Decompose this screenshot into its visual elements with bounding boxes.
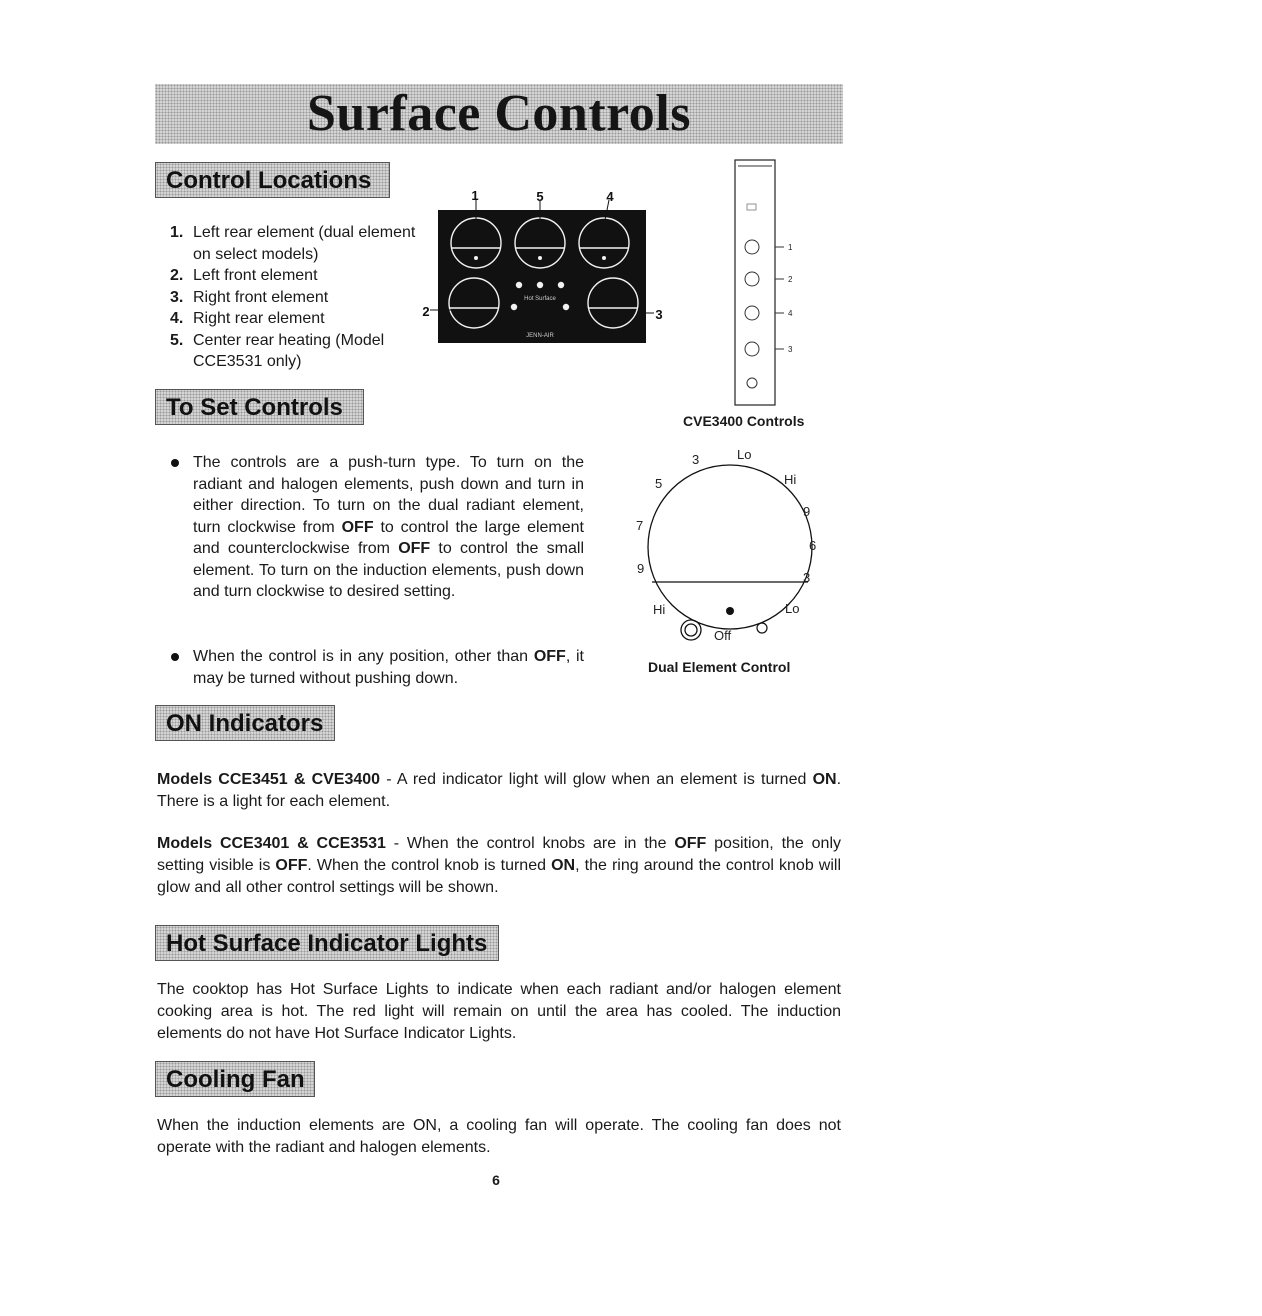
heading-on-indicators: ON Indicators — [155, 705, 335, 741]
paragraph-cooling-fan: When the induction elements are ON, a cooling fan will operate. The cooling fan does not operate with the radiant and halogen elements. — [157, 1117, 841, 1156]
bullet-any-position: When the control is in any position, other than OFF, it may be turned without pushing down. — [193, 646, 584, 689]
list-item: 5. Center rear heating (Model CCE3531 only) — [170, 331, 385, 370]
cve-label-1: 1 — [788, 243, 793, 252]
page-number: 6 — [492, 1172, 500, 1188]
cve-label-2: 2 — [788, 275, 793, 284]
svg-text:9: 9 — [637, 561, 645, 576]
callout-2: 2 — [422, 304, 430, 319]
cooktop-surface — [438, 210, 646, 343]
svg-text:3: 3 — [803, 570, 811, 585]
cve-label-3: 3 — [788, 345, 793, 354]
list-item: 4. Right rear element — [170, 310, 325, 327]
cve-label-4: 4 — [788, 309, 793, 318]
svg-text:Off: Off — [714, 628, 732, 643]
dual-element-caption: Dual Element Control — [648, 659, 791, 675]
brand-label: JENN-AIR — [526, 333, 554, 339]
list-item: 3. Right front element — [170, 288, 329, 306]
callout-4: 4 — [606, 189, 614, 204]
bullet-dot — [171, 459, 179, 467]
control-locations-list — [166, 222, 416, 373]
callout-3: 3 — [655, 307, 663, 322]
heading-cooling-fan: Cooling Fan — [155, 1061, 315, 1097]
svg-text:3: 3 — [692, 452, 700, 467]
page-title: Surface Controls — [306, 85, 691, 142]
callout-1: 1 — [471, 188, 479, 203]
heading-hot-surface: Hot Surface Indicator Lights — [155, 925, 499, 961]
cve3400-control-strip — [730, 158, 810, 408]
svg-text:Hi: Hi — [784, 472, 797, 487]
cooktop-diagram — [418, 188, 668, 353]
heading-control-locations: Control Locations — [155, 162, 390, 198]
paragraph-on-indicators-1: Models CCE3451 & CVE3400 - A red indicator light will glow when an element is turned ON. There is a light for each element. — [157, 771, 842, 810]
list-item: 2. Left front element — [170, 267, 318, 284]
paragraph-hot-surface: The cooktop has Hot Surface Lights to indicate when each radiant and/or halogen element cooking area is hot. The red light will remain on until the area has cooled. The induction elements do not have Hot Surface Indicator Lights. — [157, 981, 841, 1042]
svg-text:6: 6 — [809, 538, 817, 553]
cve3400-caption: CVE3400 Controls — [683, 413, 805, 429]
heading-to-set-controls: To Set Controls — [155, 389, 364, 425]
bullet-dot — [171, 653, 179, 661]
callout-5: 5 — [536, 189, 544, 204]
dual-element-symbol-icon — [681, 620, 701, 640]
single-element-symbol-icon — [757, 623, 767, 633]
hot-surface-label: Hot Surface — [524, 296, 556, 302]
title-banner — [155, 84, 843, 144]
bullet-push-turn: The controls are a push-turn type. To turn on the radiant and halogen elements, push down and turn in either direction. To turn on the dual radiant element, turn clockwise from OFF to control the large element and counterclockwise from OFF to control the small element. To turn on the induction elements, push down and turn clockwise to desired setting. — [193, 452, 584, 603]
svg-text:5: 5 — [655, 476, 663, 491]
list-item: 1. Left rear element (dual element on select models) — [170, 224, 416, 263]
paragraph-on-indicators-2: Models CCE3401 & CCE3531 - When the control knobs are in the OFF position, the only setting visible is OFF. When the control knob is turned ON, the ring around the control knob will glow and all other control settings will be shown. — [157, 835, 842, 896]
svg-text:9: 9 — [803, 504, 811, 519]
svg-text:Lo: Lo — [737, 447, 752, 462]
svg-text:7: 7 — [636, 518, 644, 533]
svg-text:Lo: Lo — [785, 601, 800, 616]
dual-element-control-diagram — [630, 444, 830, 649]
knob-indicator-dot — [726, 607, 734, 615]
svg-text:Hi: Hi — [653, 602, 666, 617]
